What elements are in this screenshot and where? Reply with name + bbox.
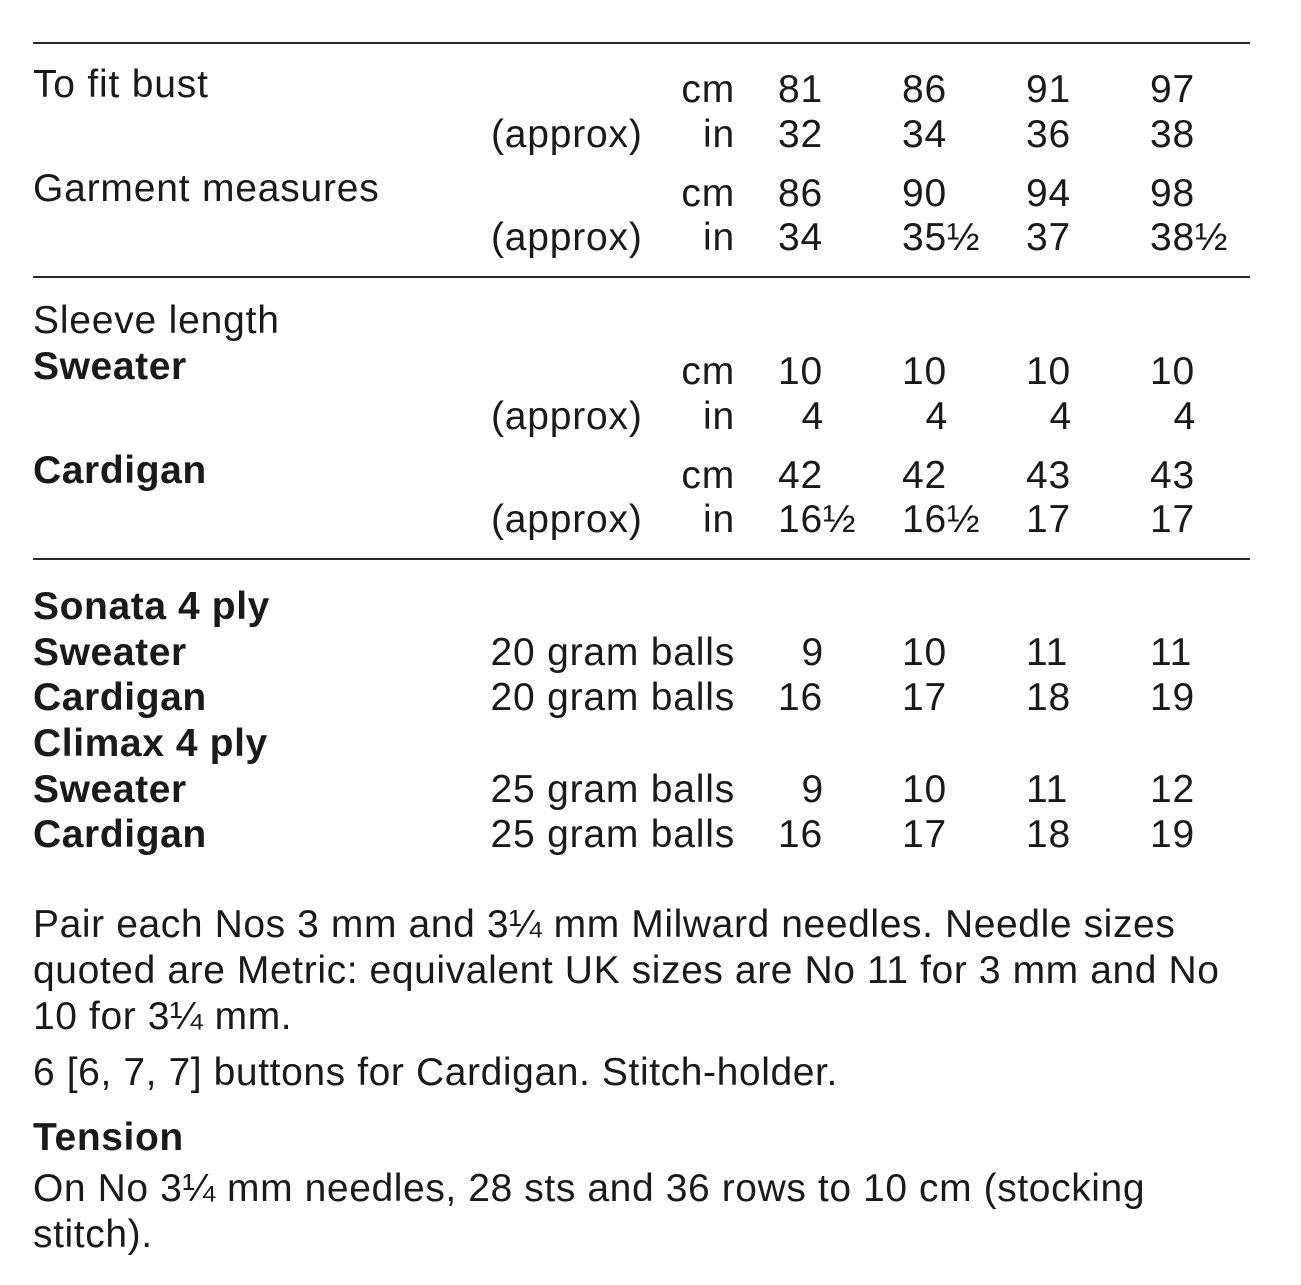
label-sleeve-cardigan: Cardigan: [33, 449, 207, 492]
value: 17: [902, 813, 947, 856]
value: 9: [801, 631, 824, 674]
yarn-row-label: Cardigan: [33, 813, 207, 856]
divider: [33, 276, 1250, 278]
value: 42: [778, 454, 823, 497]
yarn-row-label: Sweater: [33, 631, 187, 674]
value: 38½: [1150, 216, 1229, 259]
unit-in: in: [703, 395, 735, 438]
value: 9: [801, 768, 824, 811]
yarn-unit: 25 gram balls: [490, 768, 735, 811]
approx-note: (approx): [491, 113, 643, 156]
value: 11: [1150, 631, 1193, 674]
value: 4: [1173, 395, 1196, 438]
value: 43: [1150, 454, 1195, 497]
value: 91: [1026, 68, 1071, 111]
value: 4: [1049, 395, 1072, 438]
unit-cm: cm: [681, 172, 735, 215]
unit-cm: cm: [681, 350, 735, 393]
value: 36: [1026, 113, 1071, 156]
unit-in: in: [703, 216, 735, 259]
value: 43: [1026, 454, 1071, 497]
yarn-heading-sonata: Sonata 4 ply: [33, 585, 270, 628]
label-sleeve-length: Sleeve length: [33, 299, 280, 342]
label-garment-measures: Garment measures: [33, 167, 380, 210]
value: 11: [1026, 631, 1069, 674]
yarn-unit: 20 gram balls: [490, 631, 735, 674]
value: 16½: [778, 498, 857, 541]
label-to-fit-bust: To fit bust: [33, 63, 209, 106]
top-divider: [33, 42, 1250, 44]
value: 10: [778, 350, 823, 393]
label-sleeve-sweater: Sweater: [33, 345, 187, 388]
unit-cm: cm: [681, 68, 735, 111]
value: 16½: [902, 498, 981, 541]
value: 10: [1150, 350, 1195, 393]
value: 37: [1026, 216, 1071, 259]
value: 17: [1150, 498, 1195, 541]
value: 17: [902, 676, 947, 719]
value: 38: [1150, 113, 1195, 156]
value: 10: [902, 631, 947, 674]
unit-cm: cm: [681, 454, 735, 497]
value: 81: [778, 68, 823, 111]
divider: [33, 558, 1250, 560]
value: 4: [801, 395, 824, 438]
value: 18: [1026, 813, 1071, 856]
value: 10: [902, 350, 947, 393]
value: 98: [1150, 172, 1195, 215]
value: 12: [1150, 768, 1195, 811]
value: 16: [778, 813, 823, 856]
value: 86: [778, 172, 823, 215]
tension-text: On No 3¼ mm needles, 28 sts and 36 rows to 10 cm (stocking stitch).: [33, 1167, 1146, 1256]
value: 35½: [902, 216, 981, 259]
approx-note: (approx): [491, 498, 643, 541]
value: 97: [1150, 68, 1195, 111]
value: 42: [902, 454, 947, 497]
value: 90: [902, 172, 947, 215]
value: 11: [1026, 768, 1069, 811]
value: 16: [778, 676, 823, 719]
yarn-heading-climax: Climax 4 ply: [33, 722, 268, 765]
yarn-row-label: Cardigan: [33, 676, 207, 719]
value: 4: [925, 395, 948, 438]
yarn-row-label: Sweater: [33, 768, 187, 811]
value: 34: [902, 113, 947, 156]
value: 32: [778, 113, 823, 156]
approx-note: (approx): [491, 216, 643, 259]
value: 19: [1150, 676, 1195, 719]
tension-heading: Tension: [33, 1116, 184, 1159]
needles-text: Pair each Nos 3 mm and 3¼ mm Milward needles. Needle sizes quoted are Metric: equivalent UK sizes are No 11 for 3 mm and No 10 for 3¼ mm.: [33, 903, 1220, 1038]
unit-in: in: [703, 113, 735, 156]
unit-in: in: [703, 498, 735, 541]
value: 94: [1026, 172, 1071, 215]
value: 86: [902, 68, 947, 111]
value: 19: [1150, 813, 1195, 856]
approx-note: (approx): [491, 395, 643, 438]
value: 18: [1026, 676, 1071, 719]
value: 10: [1026, 350, 1071, 393]
value: 17: [1026, 498, 1071, 541]
value: 34: [778, 216, 823, 259]
value: 10: [902, 768, 947, 811]
yarn-unit: 20 gram balls: [490, 676, 735, 719]
buttons-text: 6 [6, 7, 7] buttons for Cardigan. Stitch-holder.: [33, 1051, 838, 1094]
yarn-unit: 25 gram balls: [490, 813, 735, 856]
